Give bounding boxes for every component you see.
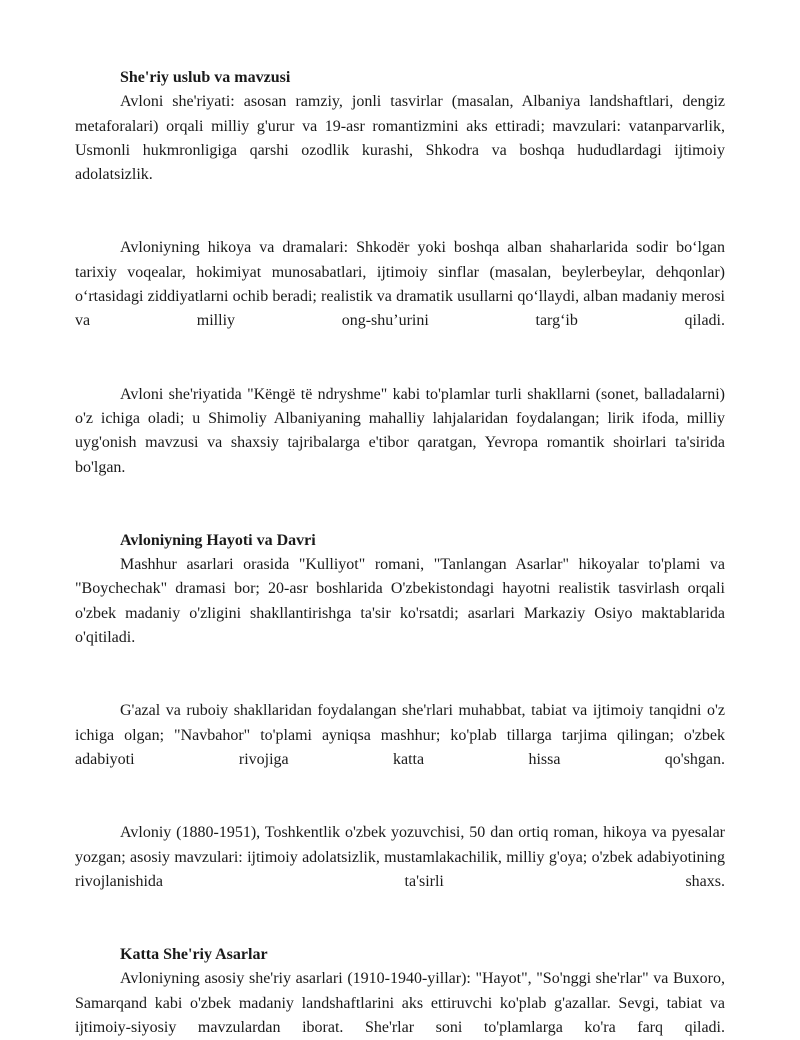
- section-spacer: [75, 480, 725, 529]
- paragraph: Avloni she'riyati: asosan ramziy, jonli tasvirlar (masalan, Albaniya landshaftlari, dengiz metaforalari) orqali milliy g'urur va 19-asr romantizmini aks ettiradi; mavzulari: vatanparvarlik, Usmonli hukmronligiga qarshi ozodlik kurashi, Shkodra va boshqa hududlardagi ijtimoiy adolatsizlik.: [75, 93, 725, 184]
- paragraph: G'azal va ruboiy shakllaridan foydalangan she'rlari muhabbat, tabiat va ijtimoiy tanqidni o'z ichiga olgan; "Navbahor" to'plami ayniqsa mashhur; ko'plab tillarga tarjima qilingan; o'zbek adabiyoti rivojiga katta hissa qo'shgan.: [75, 702, 725, 768]
- paragraph: Avloniyning asosiy she'riy asarlari (1910-1940-yillar): "Hayot", "So'nggi she'rlar" va Buxoro, Samarqand kabi o'zbek madaniy landshaftlarini aks ettiruvchi ko'plab g'azallar. Sevgi, tabiat va ijtimoiy-siyosiy mavzulardan iborat. She'rlar soni to'plamlarga ko'ra farq qiladi.: [75, 970, 725, 1037]
- section-heading: Avloniyning Hayoti va Davri: [120, 531, 316, 549]
- paragraph: Avloniy (1880-1951), Toshkentlik o'zbek yozuvchisi, 50 dan ortiq roman, hikoya va pyesalar yozgan; asosiy mavzulari: ijtimoiy adolatsizlik, mustamlakachilik, milliy g'oya; o'zbek adabiyotining rivojlanishida ta'sirli shaxs.: [75, 824, 725, 890]
- section-heading: Katta She'riy Asarlar: [120, 946, 268, 964]
- document-page: [75, 66, 725, 1040]
- paragraph-spacer: [75, 650, 725, 699]
- paragraph-spacer: [75, 334, 725, 383]
- paragraph: Avloniyning hikoya va dramalari: Shkodër yoki boshqa alban shaharlarida sodir bo‘lgan tarixiy voqealar, hokimiyat munosabatlari, ijtimoiy sinflar (masalan, beylerbeylar, dehqonlar) o‘rtasidagi ziddiyatlarni ochib beradi; realistik va dramatik usullarni qo‘llaydi, alban madaniy merosi va milliy ong-shu’urini targ‘ib qiladi.: [75, 239, 725, 330]
- paragraph: Mashhur asarlari orasida "Kulliyot" romani, "Tanlangan Asarlar" hikoyalar to'plami va "Boychechak" dramasi bor; 20-asr boshlarida O'zbekistondagi hayotni realistik tasvirlash orqali o'zbek madaniy o'zligini shakllantirishga ta'sir ko'rsatdi; asarlari Markaziy Osiyo maktablarida o'qitiladi.: [75, 556, 725, 647]
- section-heading: She'riy uslub va mavzusi: [120, 69, 291, 86]
- section-spacer: [75, 894, 725, 943]
- paragraph-spacer: [75, 187, 725, 236]
- paragraph: Avloni she'riyatida "Këngë të ndryshme" kabi to'plamlar turli shakllarni (sonet, balladalarni) o'z ichiga oladi; u Shimoliy Albaniyaning mahalliy lahjalaridan foydalangan; lirik ifoda, milliy uyg'onish mavzusi va shaxsiy tajribalarga e'tibor qaratgan, Yevropa romantik shoirlari ta'sirida bo'lgan.: [75, 385, 725, 476]
- paragraph-spacer: [75, 772, 725, 821]
